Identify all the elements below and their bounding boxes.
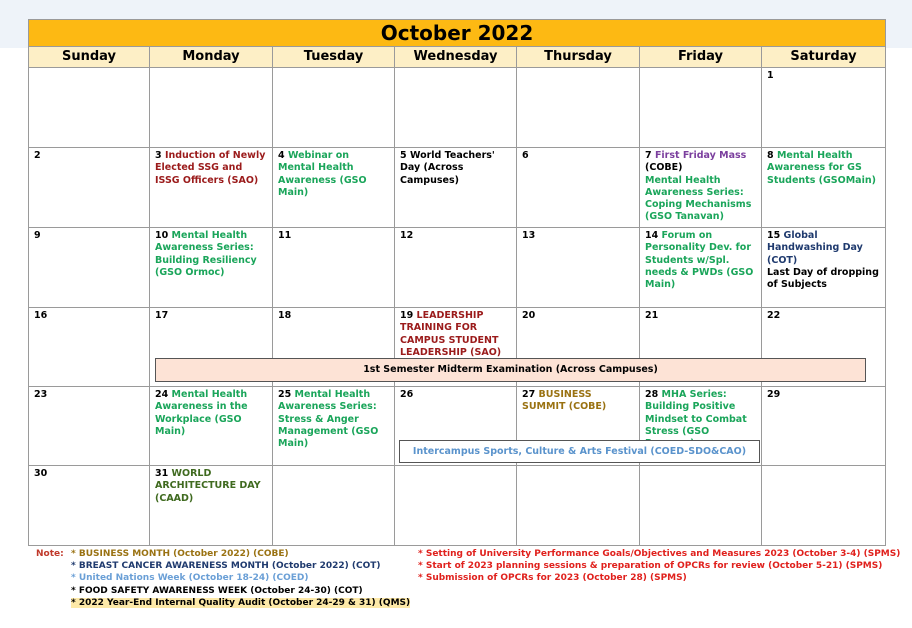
day-cell-empty [517, 68, 640, 148]
day-cell-15[interactable] [762, 228, 886, 308]
day-cell-empty [517, 466, 640, 546]
day-number: 3 [155, 150, 162, 161]
day-number: 27 [522, 389, 536, 400]
day-number: 29 [767, 389, 781, 400]
event-text: Mental Health Awareness for GS Students (GSOMain) [767, 150, 876, 186]
day-cell-9[interactable] [28, 228, 150, 308]
weekday-wednesday: Wednesday [395, 47, 517, 68]
notes-right-column [418, 548, 901, 585]
day-cell-empty [395, 68, 517, 148]
day-number: 15 [767, 230, 781, 241]
day-cell-14[interactable] [640, 228, 762, 308]
notes-left-column [71, 548, 441, 609]
calendar-title: October 2022 [28, 19, 886, 47]
day-cell-empty [762, 466, 886, 546]
day-cell-empty [640, 466, 762, 546]
day-number: 1 [767, 70, 774, 81]
day-cell-31[interactable] [150, 466, 273, 546]
weekday-header-row [28, 47, 886, 68]
day-number: 10 [155, 230, 169, 241]
day-number: 25 [278, 389, 292, 400]
day-number: 24 [155, 389, 169, 400]
event-text: WORLD ARCHITECTURE DAY (CAAD) [155, 468, 261, 504]
weekday-tuesday: Tuesday [273, 47, 395, 68]
note-item: * FOOD SAFETY AWARENESS WEEK (October 24-30) (COT) [71, 585, 363, 596]
weekday-sunday: Sunday [28, 47, 150, 68]
day-number: 5 [400, 150, 407, 161]
note-item: * Submission of OPCRs for 2023 (October 28) (SPMS) [418, 573, 687, 584]
day-cell-2[interactable] [28, 148, 150, 228]
event-text: Forum on Personality Dev. for Students w/Spl. needs & PWDs (GSO Main) [645, 230, 754, 291]
event-text: Mental Health Awareness Series: Building Resiliency (GSO Ormoc) [155, 230, 257, 278]
note-item-highlighted: * 2022 Year-End Internal Quality Audit (October 24-29 & 31) (QMS) [71, 597, 411, 608]
day-cell-13[interactable] [517, 228, 640, 308]
day-cell-3[interactable] [150, 148, 273, 228]
note-item: * Setting of University Performance Goals/Objectives and Measures 2023 (October 3-4) (SPMS) [418, 549, 901, 559]
event-text: (COBE) [645, 162, 683, 174]
event-text: Mental Health Awareness Series: Coping Mechanisms (GSO Tanavan) [645, 174, 752, 223]
day-number: 7 [645, 150, 652, 161]
event-text: First Friday Mass [654, 150, 747, 161]
event-text: Global Handwashing Day (COT) [767, 230, 863, 266]
day-number: 18 [278, 310, 292, 321]
event-text: Mental Health Awareness Series: Stress & Anger Management (GSO Main) [278, 389, 379, 450]
day-number: 11 [278, 230, 292, 241]
day-number: 13 [522, 230, 536, 241]
weekday-friday: Friday [640, 47, 762, 68]
day-cell-29[interactable] [762, 387, 886, 466]
note-item: * United Nations Week (October 18-24) (COED) [71, 573, 309, 584]
day-number: 2 [34, 150, 41, 161]
day-number: 30 [34, 468, 48, 479]
day-number: 9 [34, 230, 41, 241]
event-text: Webinar on Mental Health Awareness (GSO Main) [278, 150, 367, 198]
day-number: 19 [400, 310, 414, 321]
note-item: * BREAST CANCER AWARENESS MONTH (October 2022) (COT) [71, 561, 381, 572]
day-number: 28 [645, 389, 659, 400]
day-cell-empty [640, 68, 762, 148]
day-cell-23[interactable] [28, 387, 150, 466]
festival-banner: Intercampus Sports, Culture & Arts Festival (COED-SDO&CAO) [399, 440, 760, 463]
day-number: 12 [400, 230, 414, 241]
day-number: 14 [645, 230, 659, 241]
day-cell-30[interactable] [28, 466, 150, 546]
calendar [28, 19, 886, 546]
midterm-exam-banner: 1st Semester Midterm Examination (Across Campuses) [155, 358, 866, 382]
weekday-monday: Monday [150, 47, 273, 68]
event-text: Last Day of dropping of Subjects [767, 266, 879, 291]
day-cell-16[interactable] [28, 308, 150, 387]
day-number: 23 [34, 389, 48, 400]
day-number: 16 [34, 310, 48, 321]
day-number: 20 [522, 310, 536, 321]
day-cell-5[interactable] [395, 148, 517, 228]
day-number: 8 [767, 150, 774, 161]
day-cell-10[interactable] [150, 228, 273, 308]
day-number: 4 [278, 150, 285, 161]
day-cell-25[interactable] [273, 387, 395, 466]
day-cell-24[interactable] [150, 387, 273, 466]
day-cell-empty [28, 68, 150, 148]
day-cell-8[interactable] [762, 148, 886, 228]
day-cell-7[interactable] [640, 148, 762, 228]
event-text: Mental Health Awareness in the Workplace (GSO Main) [155, 389, 248, 437]
notes-label: Note: [36, 549, 64, 559]
event-text: LEADERSHIP TRAINING FOR CAMPUS STUDENT LEADERSHIP (SAO) [400, 310, 502, 358]
day-number: 17 [155, 310, 169, 321]
day-cell-4[interactable] [273, 148, 395, 228]
day-number: 26 [400, 389, 414, 400]
event-text: Induction of Newly Elected SSG and ISSG Officers (SAO) [155, 150, 266, 186]
event-text: World Teachers' Day (Across Campuses) [400, 150, 495, 186]
weekday-saturday: Saturday [762, 47, 886, 68]
note-item: * BUSINESS MONTH (October 2022) (COBE) [71, 549, 289, 559]
day-cell-12[interactable] [395, 228, 517, 308]
day-number: 22 [767, 310, 781, 321]
day-number: 6 [522, 150, 529, 161]
day-cell-11[interactable] [273, 228, 395, 308]
day-cell-empty [395, 466, 517, 546]
day-cell-empty [273, 466, 395, 546]
day-cell-empty [273, 68, 395, 148]
event-text: MHA Series: Building Positive Mindset to Combat Stress (GSO [645, 389, 747, 437]
day-number: 31 [155, 468, 169, 479]
day-cell-1[interactable] [762, 68, 886, 148]
weekday-thursday: Thursday [517, 47, 640, 68]
day-number: 21 [645, 310, 659, 321]
day-cell-empty [150, 68, 273, 148]
calendar-grid [28, 68, 886, 546]
event-text: BUSINESS SUMMIT (COBE) [522, 389, 607, 413]
note-item: * Start of 2023 planning sessions & preparation of OPCRs for review (October 5-21) (SPMS) [418, 561, 883, 572]
day-cell-6[interactable] [517, 148, 640, 228]
